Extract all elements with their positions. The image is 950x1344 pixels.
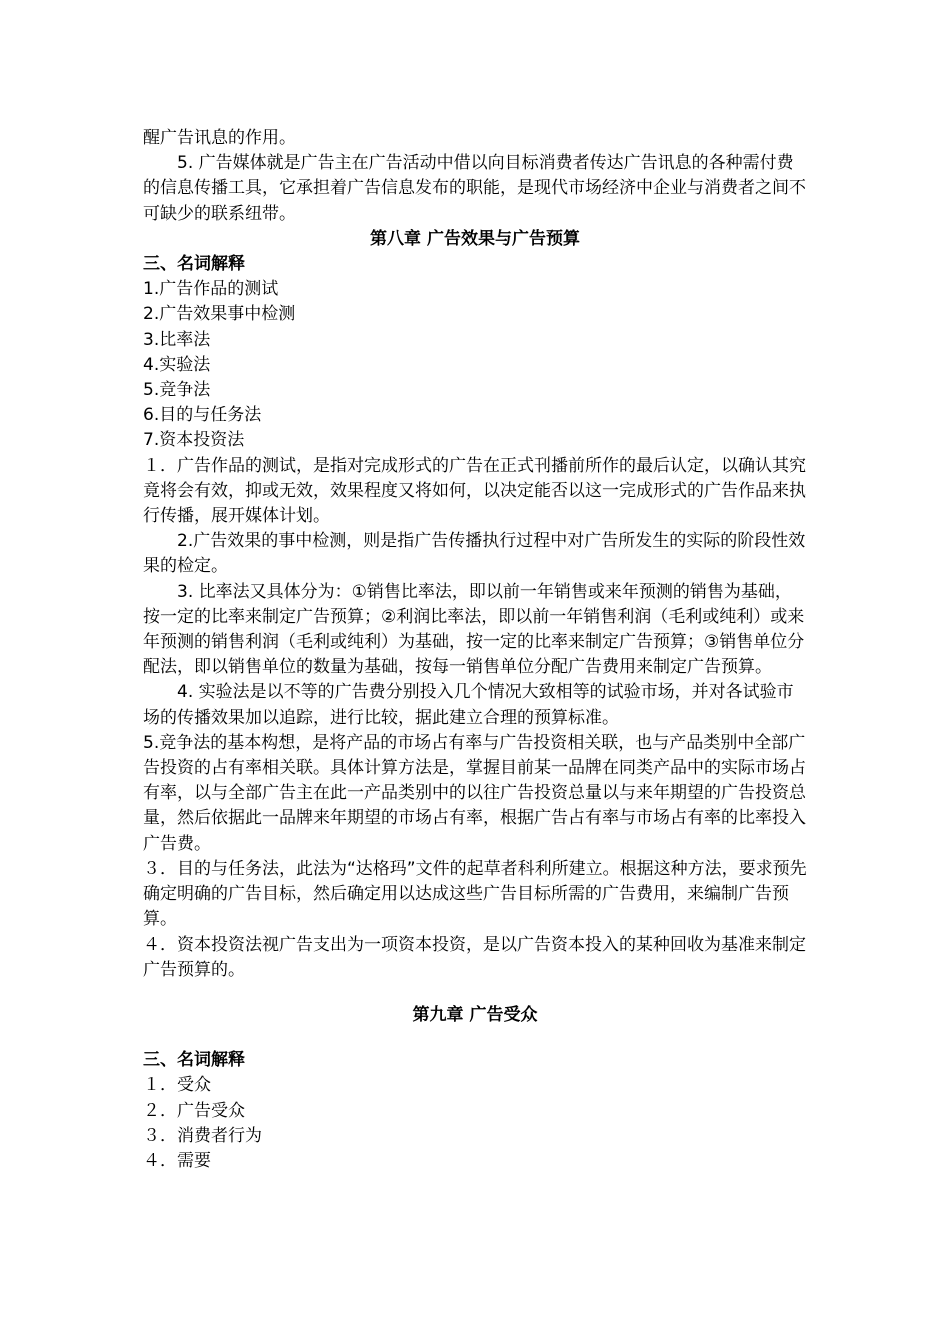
- chapter-9-title: 第九章 广告受众: [412, 1004, 538, 1025]
- chapter-8-section-label: 三、名词解释: [143, 254, 245, 275]
- paragraph-continuation: 醒广告讯息的作用。: [143, 128, 296, 148]
- document-page: [143, 126, 807, 1174]
- answer-paragraph: 4. 实验法是以不等的广告费分别投入几个情况大致相等的试验市场，并对各试验市场的传播效果加以追踪，进行比较，据此建立合理的预算标准。: [143, 682, 794, 728]
- paragraph-media-definition: 5. 广告媒体就是广告主在广告活动中借以向目标消费者传达广告讯息的各种需付费的信息传播工具，它承担着广告信息发布的职能，是现代市场经济中企业与消费者之间不可缺少的联系纽带。: [143, 153, 806, 224]
- answer-paragraph: 5.竞争法的基本构想，是将产品的市场占有率与广告投资相关联，也与产品类别中全部广告投资的占有率相关联。具体计算方法是，掌握目前某一品牌在同类产品中的实际市场占有率，以与全部广告主在此一产品类别中的以往广告投资总量以与来年期望的广告投资总量，然后依据此一品牌来年期望的市场占有率，根据广告占有率与市场占有率的比率投入广告费。: [143, 732, 806, 854]
- answer-paragraph: ３．目的与任务法，此法为“达格玛”文件的起草者科利所建立。根据这种方法，要求预先确定明确的广告目标，然后确定用以达成这些广告目标所需的广告费用，来编制广告预算。: [143, 858, 807, 930]
- chapter-9-term-list: [143, 1073, 807, 1174]
- term-item: 1.广告作品的测试: [143, 279, 279, 300]
- answer-paragraph: ４．资本投资法视广告支出为一项资本投资，是以广告资本投入的某种回收为基准来制定广告预算的。: [143, 934, 806, 980]
- chapter-8-title: 第八章 广告效果与广告预算: [370, 228, 580, 249]
- answer-paragraph: 3. 比率法又具体分为：①销售比率法，即以前一年销售或来年预测的销售为基础，按一定的比率来制定广告预算；②利润比率法，即以前一年销售利润（毛利或纯利）或来年预测的销售利润（毛利或纯利）为基础，按一定的比率来制定广告预算；③销售单位分配法，即以销售单位的数量为基础，按每一销售单位分配广告费用来制定广告预算。: [143, 581, 805, 678]
- term-item: 5.竞争法: [143, 380, 211, 401]
- term-item: 3.比率法: [143, 329, 211, 350]
- chapter-8-term-list: [143, 277, 807, 453]
- term-item: 6.目的与任务法: [143, 405, 262, 426]
- answer-paragraph: 2.广告效果的事中检测，则是指广告传播执行过程中对广告所发生的实际的阶段性效果的检定。: [143, 531, 806, 577]
- term-item: 4.实验法: [143, 354, 211, 375]
- term-item: 2.广告效果事中检测: [143, 304, 296, 325]
- term-item: ３．消费者行为: [143, 1125, 262, 1146]
- term-item: ２．广告受众: [143, 1100, 245, 1121]
- term-item: １．受众: [143, 1075, 211, 1096]
- answer-paragraph: １．广告作品的测试，是指对完成形式的广告在正式刊播前所作的最后认定，以确认其究竟将会有效，抑或无效，效果程度又将如何，以决定能否以这一完成形式的广告作品来执行传播，展开媒体计划。: [143, 455, 806, 527]
- chapter-8-answers: [143, 454, 807, 983]
- chapter-9-section-label: 三、名词解释: [143, 1050, 245, 1071]
- term-item: ４．需要: [143, 1150, 211, 1171]
- term-item: 7.资本投资法: [143, 430, 245, 451]
